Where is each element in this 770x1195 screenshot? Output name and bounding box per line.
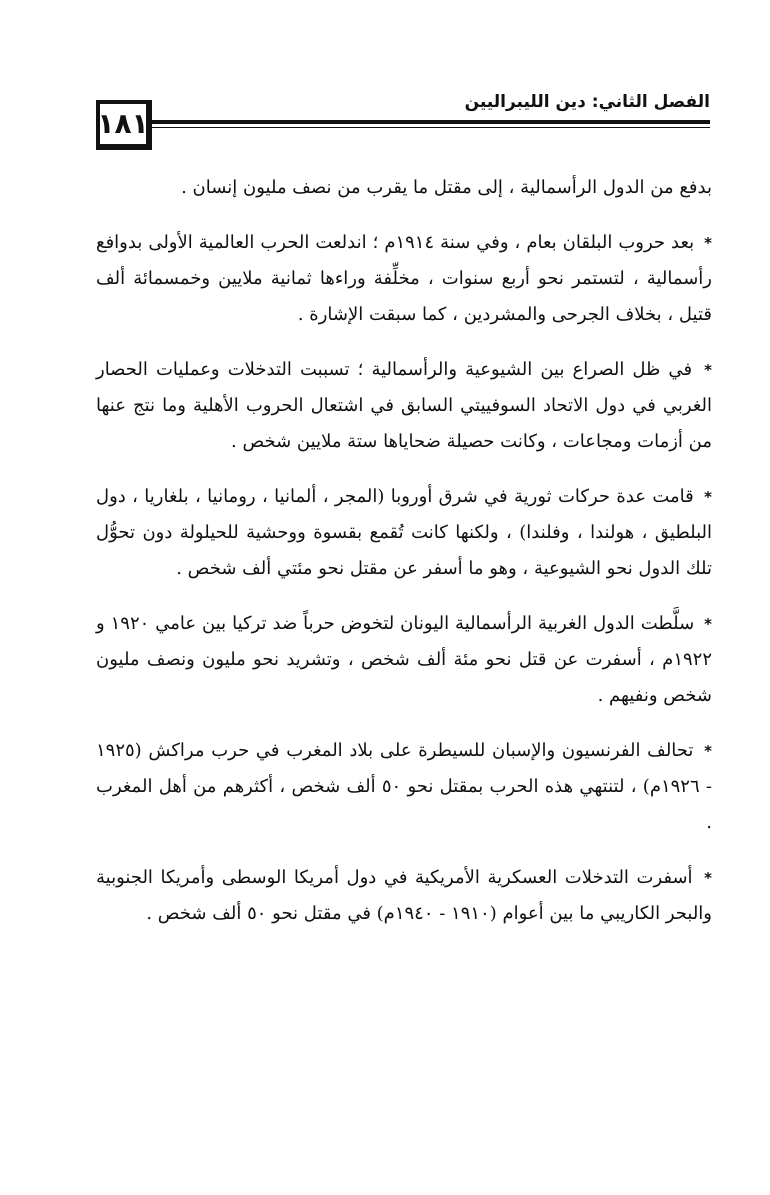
asterisk-bullet-icon: * bbox=[704, 488, 712, 506]
page-header bbox=[96, 90, 710, 156]
paragraph-greece-turkey-war bbox=[96, 606, 712, 714]
header-rule-thick bbox=[152, 120, 710, 124]
paragraph-rif-war bbox=[96, 733, 712, 841]
chapter-title: الفصل الثاني: دين الليبراليين bbox=[464, 92, 710, 112]
paragraph-text: سلَّطت الدول الغربية الرأسمالية اليونان لتخوض حرباً ضد تركيا بين عامي ١٩٢٠ و ١٩٢٢م ، أسفرت عن قتل نحو مئة ألف شخص ، وتشريد نحو مليون ونصف مليون شخص ونفيهم . bbox=[96, 613, 712, 706]
asterisk-bullet-icon: * bbox=[704, 615, 712, 633]
paragraph-world-war-one bbox=[96, 225, 712, 333]
paragraph-text: قامت عدة حركات ثورية في شرق أوروبا (المجر ، ألمانيا ، رومانيا ، بلغاريا ، دول البلطيق ، هولندا ، وفلندا) ، ولكنها كانت تُقمع بقسوة ووحشية للحيلولة دون تحوُّل تلك الدول نحو الشيوعية ، وهو ما أسفر عن مقتل نحو مئتي ألف شخص . bbox=[96, 486, 712, 579]
paragraph-eastern-europe-revolutions bbox=[96, 479, 712, 587]
asterisk-bullet-icon: * bbox=[704, 742, 712, 760]
paragraph-text: في ظل الصراع بين الشيوعية والرأسمالية ؛ تسببت التدخلات وعمليات الحصار الغربي في دول الاتحاد السوفييتي السابق في اشتعال الحروب الأهلية وما نتج عنها من أزمات ومجاعات ، وكانت حصيلة ضحاياها ستة ملايين شخص . bbox=[96, 359, 712, 452]
page-number: ١٨١ bbox=[96, 100, 152, 150]
paragraph-text: تحالف الفرنسيون والإسبان للسيطرة على بلاد المغرب في حرب مراكش (١٩٢٥ - ١٩٢٦م) ، لتنتهي هذه الحرب بمقتل نحو ٥٠ ألف شخص ، أكثرهم من أهل المغرب . bbox=[96, 740, 712, 833]
paragraph-text: أسفرت التدخلات العسكرية الأمريكية في دول أمريكا الوسطى وأمريكا الجنوبية والبحر الكاريبي ما بين أعوام (١٩١٠ - ١٩٤٠م) في مقتل نحو ٥٠ ألف شخص . bbox=[96, 867, 712, 924]
paragraph-text: بدفع من الدول الرأسمالية ، إلى مقتل ما يقرب من نصف مليون إنسان . bbox=[181, 177, 712, 198]
asterisk-bullet-icon: * bbox=[704, 361, 712, 379]
asterisk-bullet-icon: * bbox=[704, 869, 712, 887]
paragraph-text: بعد حروب البلقان بعام ، وفي سنة ١٩١٤م ؛ اندلعت الحرب العالمية الأولى بدوافع رأسمالية ، لتستمر نحو أربع سنوات ، مخلِّفة وراءها ثمانية ملايين وخمسمائة ألف قتيل ، بخلاف الجرحى والمشردين ، كما سبقت الإشارة . bbox=[96, 232, 712, 325]
header-rule-thin bbox=[152, 127, 710, 128]
paragraph-us-interventions bbox=[96, 860, 712, 932]
asterisk-bullet-icon: * bbox=[704, 234, 712, 252]
page-body bbox=[96, 170, 712, 951]
paragraph-continuation bbox=[96, 170, 712, 206]
paragraph-soviet-civil-wars bbox=[96, 352, 712, 460]
